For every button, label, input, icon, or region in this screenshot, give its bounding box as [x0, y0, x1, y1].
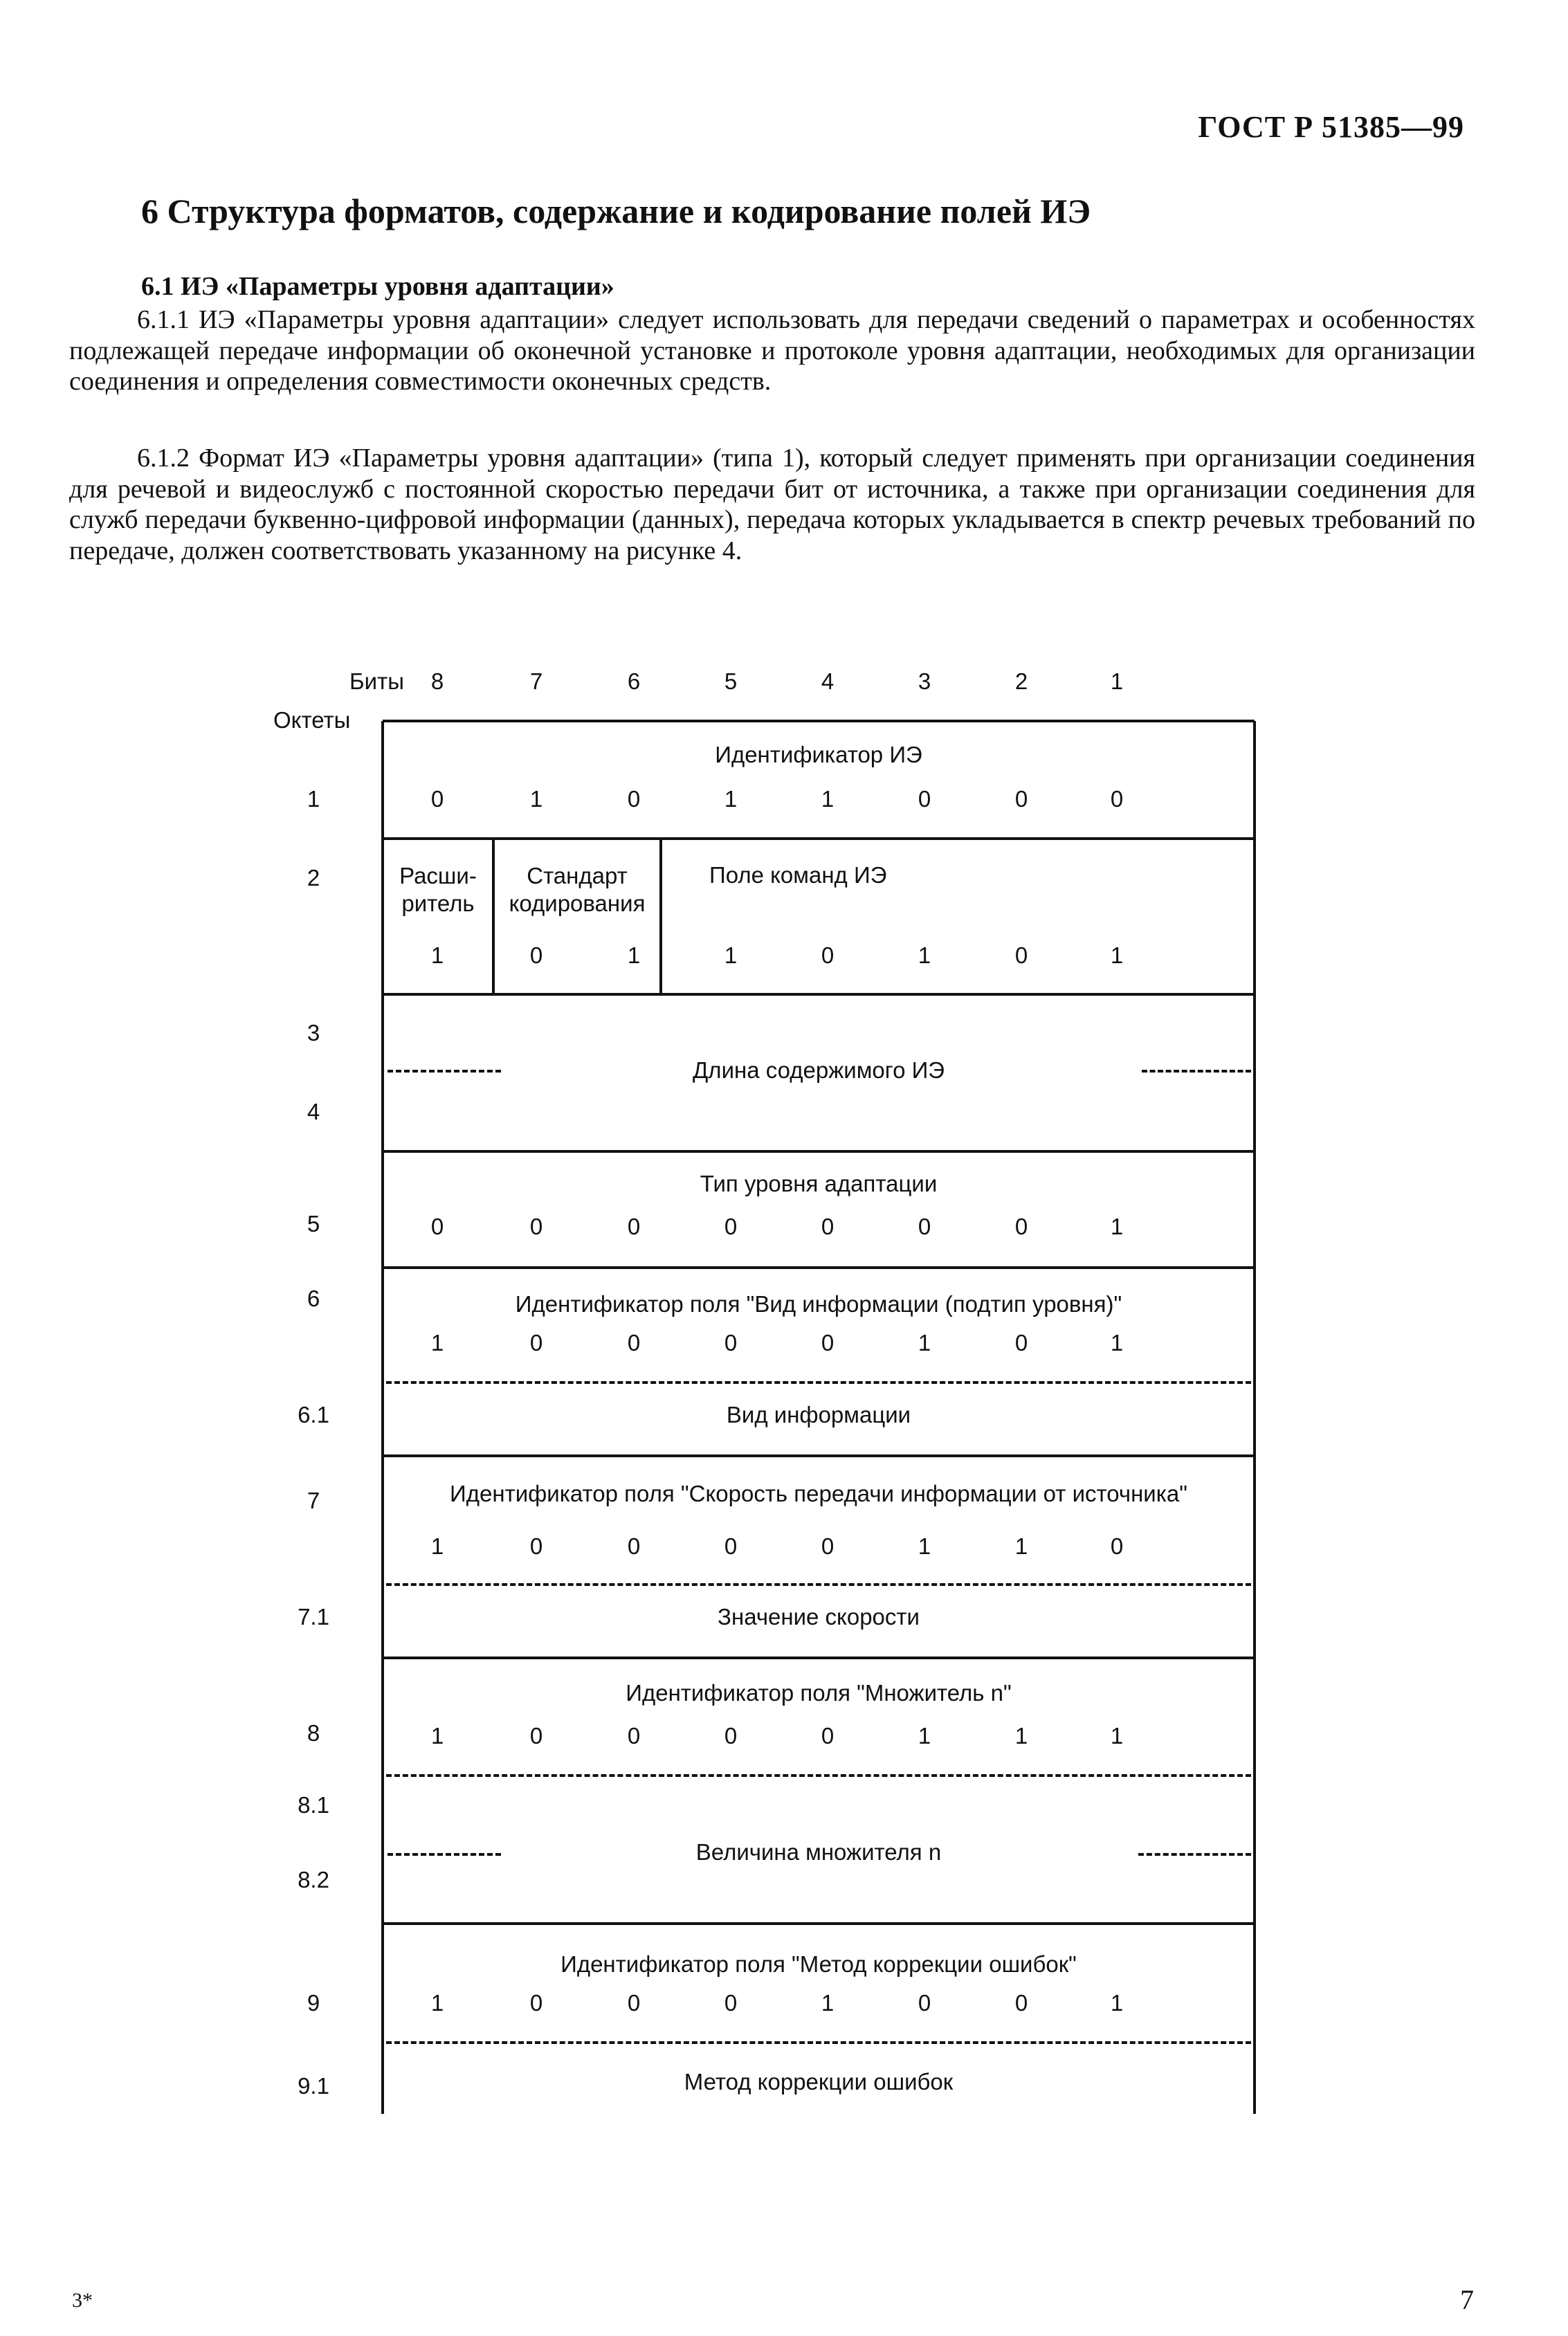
bit-number-3: 3	[918, 668, 931, 694]
multiplier-identifier-bit-5: 0	[724, 1723, 738, 1749]
frame-left-border	[381, 721, 384, 2114]
adaptation-type-bit-6: 0	[627, 1214, 641, 1239]
error-method-identifier-bit-2: 0	[1014, 1990, 1028, 2016]
ie-identifier-bit-1: 0	[1110, 786, 1124, 812]
error-method-title: Метод коррекции ошибок	[684, 2069, 954, 2095]
content-length-dash-right	[1142, 1070, 1251, 1073]
bit-number-2: 2	[1014, 668, 1028, 694]
paragraph-6-1-2: 6.1.2 Формат ИЭ «Параметры уровня адаптации» (типа 1), который следует применять при организации соединения для речевой и видеослужб с постоянной скоростью передачи бит от источника, а также при организации соединения для служб передачи буквенно-цифровой информации (данных), передача которых укладывается в спектр речевых требований по передаче, должен соответствовать указанному на рисунке 4.	[69, 444, 1475, 565]
ie-identifier-bit-8: 0	[430, 786, 444, 812]
page-number: 7	[1460, 2284, 1474, 2315]
multiplier-value-title: Величина множителя n	[695, 1839, 942, 1865]
info-kind-identifier-bit-5: 0	[724, 1330, 738, 1356]
octet-label-9-1: 9.1	[298, 2073, 329, 2099]
rate-identifier-bit-4: 0	[821, 1533, 835, 1559]
coding-standard-label: Стандарт кодирования	[509, 863, 646, 916]
octet-4-bottom-border	[383, 1150, 1255, 1153]
extension-field-divider	[492, 839, 495, 994]
octet-label-9: 9	[307, 1990, 320, 2016]
command-field-label: Поле команд ИЭ	[709, 862, 887, 888]
octet-2-bit-8: 1	[430, 942, 444, 968]
octet-7-1-bottom-border	[383, 1657, 1255, 1659]
info-kind-title: Вид информации	[726, 1402, 911, 1427]
error-method-identifier-bit-6: 0	[627, 1990, 641, 2016]
multiplier-identifier-bit-2: 1	[1014, 1723, 1028, 1749]
content-length-title: Длина содержимого ИЭ	[692, 1057, 945, 1083]
multiplier-identifier-bit-4: 0	[821, 1723, 835, 1749]
adaptation-type-bit-2: 0	[1014, 1214, 1028, 1239]
adaptation-type-bit-8: 0	[430, 1214, 444, 1239]
ie-identifier-bit-6: 0	[627, 786, 641, 812]
ie-identifier-title: Идентификатор ИЭ	[715, 742, 922, 767]
info-kind-identifier-bit-8: 1	[430, 1330, 444, 1356]
rate-identifier-bit-2: 1	[1014, 1533, 1028, 1559]
content-length-dash-left	[388, 1070, 501, 1073]
multiplier-identifier-title: Идентификатор поля "Множитель n"	[626, 1680, 1012, 1706]
ie-identifier-bit-3: 0	[918, 786, 931, 812]
octet-6-1-bottom-border	[383, 1454, 1255, 1457]
rate-identifier-title: Идентификатор поля "Скорость передачи информации от источника"	[450, 1481, 1187, 1506]
multiplier-identifier-bit-6: 0	[627, 1723, 641, 1749]
adaptation-type-bit-7: 0	[529, 1214, 543, 1239]
multiplier-value-dash-right	[1138, 1853, 1251, 1856]
adaptation-type-bit-5: 0	[724, 1214, 738, 1239]
subsection-title: 6.1 ИЭ «Параметры уровня адаптации»	[141, 272, 614, 301]
octet-2-bottom-border	[383, 993, 1255, 996]
octet-label-6: 6	[307, 1286, 320, 1311]
document-code: ГОСТ Р 51385—99	[1198, 110, 1464, 144]
footer-signature-mark: 3*	[72, 2289, 93, 2312]
info-kind-identifier-bit-1: 1	[1110, 1330, 1124, 1356]
bit-number-8: 8	[430, 668, 444, 694]
octet-9-dashed-separator	[386, 2041, 1251, 2044]
rate-identifier-bit-1: 0	[1110, 1533, 1124, 1559]
section-title: 6 Структура форматов, содержание и кодирование полей ИЭ	[141, 192, 1091, 230]
info-kind-identifier-title: Идентификатор поля "Вид информации (подтип уровня)"	[515, 1291, 1122, 1317]
coding-standard-divider	[659, 839, 662, 994]
rate-value-title: Значение скорости	[718, 1604, 920, 1630]
octet-8-2-bottom-border	[383, 1922, 1255, 1925]
ie-identifier-bit-4: 1	[821, 786, 835, 812]
bit-number-4: 4	[821, 668, 835, 694]
octet-label-8: 8	[307, 1720, 320, 1746]
info-kind-identifier-bit-2: 0	[1014, 1330, 1028, 1356]
octet-2-bit-4: 0	[821, 942, 835, 968]
octet-2-bit-2: 0	[1014, 942, 1028, 968]
multiplier-value-dash-left	[388, 1853, 501, 1856]
adaptation-type-title: Тип уровня адаптации	[700, 1171, 938, 1196]
frame-top-border	[383, 720, 1255, 722]
extension-label: Расши- ритель	[399, 863, 477, 916]
octet-7-dashed-separator	[386, 1583, 1251, 1586]
ie-identifier-bit-2: 0	[1014, 786, 1028, 812]
multiplier-identifier-bit-1: 1	[1110, 1723, 1124, 1749]
info-kind-identifier-bit-6: 0	[627, 1330, 641, 1356]
rate-identifier-bit-3: 1	[918, 1533, 931, 1559]
error-method-identifier-bit-8: 1	[430, 1990, 444, 2016]
octet-label-4: 4	[307, 1099, 320, 1124]
multiplier-identifier-bit-3: 1	[918, 1723, 931, 1749]
info-kind-identifier-bit-7: 0	[529, 1330, 543, 1356]
frame-right-border	[1253, 721, 1256, 2114]
octet-2-bit-5: 1	[724, 942, 738, 968]
octet-6-dashed-separator	[386, 1381, 1251, 1384]
paragraph-6-1-1: 6.1.1 ИЭ «Параметры уровня адаптации» следует использовать для передачи сведений о параметрах и особенностях подлежащей передаче информации об оконечной установке и протоколе уровня адаптации, необходимых для организации соединения и определения совместимости оконечных средств.	[69, 305, 1475, 396]
error-method-identifier-bit-5: 0	[724, 1990, 738, 2016]
bit-number-6: 6	[627, 668, 641, 694]
octet-8-dashed-separator	[386, 1774, 1251, 1777]
multiplier-identifier-bit-7: 0	[529, 1723, 543, 1749]
octet-label-7: 7	[307, 1488, 320, 1513]
octet-label-8-1: 8.1	[298, 1792, 329, 1818]
octet-2-bit-3: 1	[918, 942, 931, 968]
octet-2-bit-7: 0	[529, 942, 543, 968]
error-method-identifier-title: Идентификатор поля "Метод коррекции ошибок"	[560, 1951, 1077, 1977]
adaptation-type-bit-3: 0	[918, 1214, 931, 1239]
octet-label-1: 1	[307, 786, 320, 812]
multiplier-identifier-bit-8: 1	[430, 1723, 444, 1749]
octet-label-3: 3	[307, 1020, 320, 1046]
bit-number-5: 5	[724, 668, 738, 694]
bit-number-1: 1	[1110, 668, 1124, 694]
bits-label: Биты	[349, 668, 404, 694]
octet-label-7-1: 7.1	[298, 1604, 329, 1630]
error-method-identifier-bit-3: 0	[918, 1990, 931, 2016]
bit-number-7: 7	[529, 668, 543, 694]
ie-identifier-bit-5: 1	[724, 786, 738, 812]
rate-identifier-bit-8: 1	[430, 1533, 444, 1559]
octet-1-bottom-border	[383, 837, 1255, 840]
rate-identifier-bit-5: 0	[724, 1533, 738, 1559]
adaptation-type-bit-1: 1	[1110, 1214, 1124, 1239]
rate-identifier-bit-6: 0	[627, 1533, 641, 1559]
error-method-identifier-bit-1: 1	[1110, 1990, 1124, 2016]
adaptation-type-bit-4: 0	[821, 1214, 835, 1239]
ie-identifier-bit-7: 1	[529, 786, 543, 812]
octet-2-bit-6: 1	[627, 942, 641, 968]
octets-label: Октеты	[273, 707, 351, 733]
octet-label-6-1: 6.1	[298, 1402, 329, 1427]
octet-5-bottom-border	[383, 1266, 1255, 1269]
rate-identifier-bit-7: 0	[529, 1533, 543, 1559]
octet-label-5: 5	[307, 1211, 320, 1237]
error-method-identifier-bit-7: 0	[529, 1990, 543, 2016]
error-method-identifier-bit-4: 1	[821, 1990, 835, 2016]
info-kind-identifier-bit-4: 0	[821, 1330, 835, 1356]
octet-label-8-2: 8.2	[298, 1867, 329, 1892]
octet-2-bit-1: 1	[1110, 942, 1124, 968]
octet-label-2: 2	[307, 865, 320, 891]
info-kind-identifier-bit-3: 1	[918, 1330, 931, 1356]
